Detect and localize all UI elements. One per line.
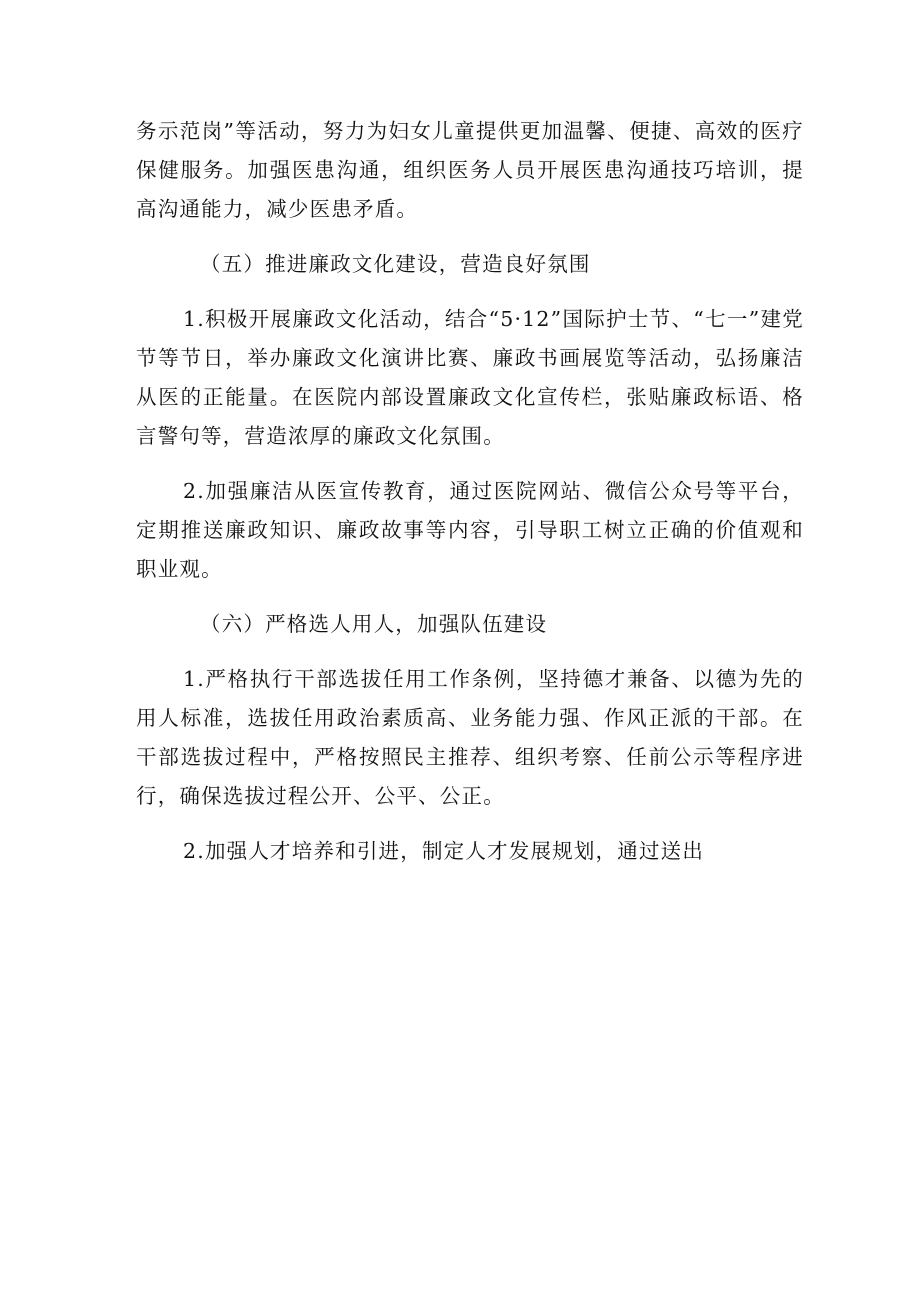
paragraph-gap xyxy=(136,816,804,832)
paragraph-gap xyxy=(136,284,804,300)
paragraph-gap xyxy=(136,456,804,472)
section-heading-5: （五）推进廉政文化建设，营造良好氛围 xyxy=(200,252,591,276)
paragraph-item-2: 2.加强廉洁从医宣传教育，通过医院网站、微信公众号等平台，定期推送廉政知识、廉政故事等内容，引导职工树立正确的价值观和职业观。 xyxy=(136,479,804,581)
section-heading-6: （六）严格选人用人，加强队伍建设 xyxy=(200,612,548,636)
paragraph-gap xyxy=(136,229,804,245)
paragraph-gap xyxy=(136,644,804,660)
document-body xyxy=(136,112,804,871)
paragraph-item-1-b: 1.严格执行干部选拔任用工作条例，坚持德才兼备、以德为先的用人标准，选拔任用政治素质高、业务能力强、作风正派的干部。在干部选拔过程中，严格按照民主推荐、组织考察、任前公示等程序进行，确保选拔过程公开、公平、公正。 xyxy=(136,667,804,808)
paragraph-gap xyxy=(136,589,804,605)
paragraph-item-2-b: 2.加强人才培养和引进，制定人才发展规划，通过送出 xyxy=(183,839,705,863)
paragraph-continuation: 务示范岗”等活动，努力为妇女儿童提供更加温馨、便捷、高效的医疗保健服务。加强医患沟通，组织医务人员开展医患沟通技巧培训，提高沟通能力，减少医患矛盾。 xyxy=(136,119,804,221)
paragraph-item-1: 1.积极开展廉政文化活动，结合“5·12”国际护士节、“七一”建党节等节日，举办廉政文化演讲比赛、廉政书画展览等活动，弘扬廉洁从医的正能量。在医院内部设置廉政文化宣传栏，张贴廉政标语、格言警句等，营造浓厚的廉政文化氛围。 xyxy=(136,307,804,448)
